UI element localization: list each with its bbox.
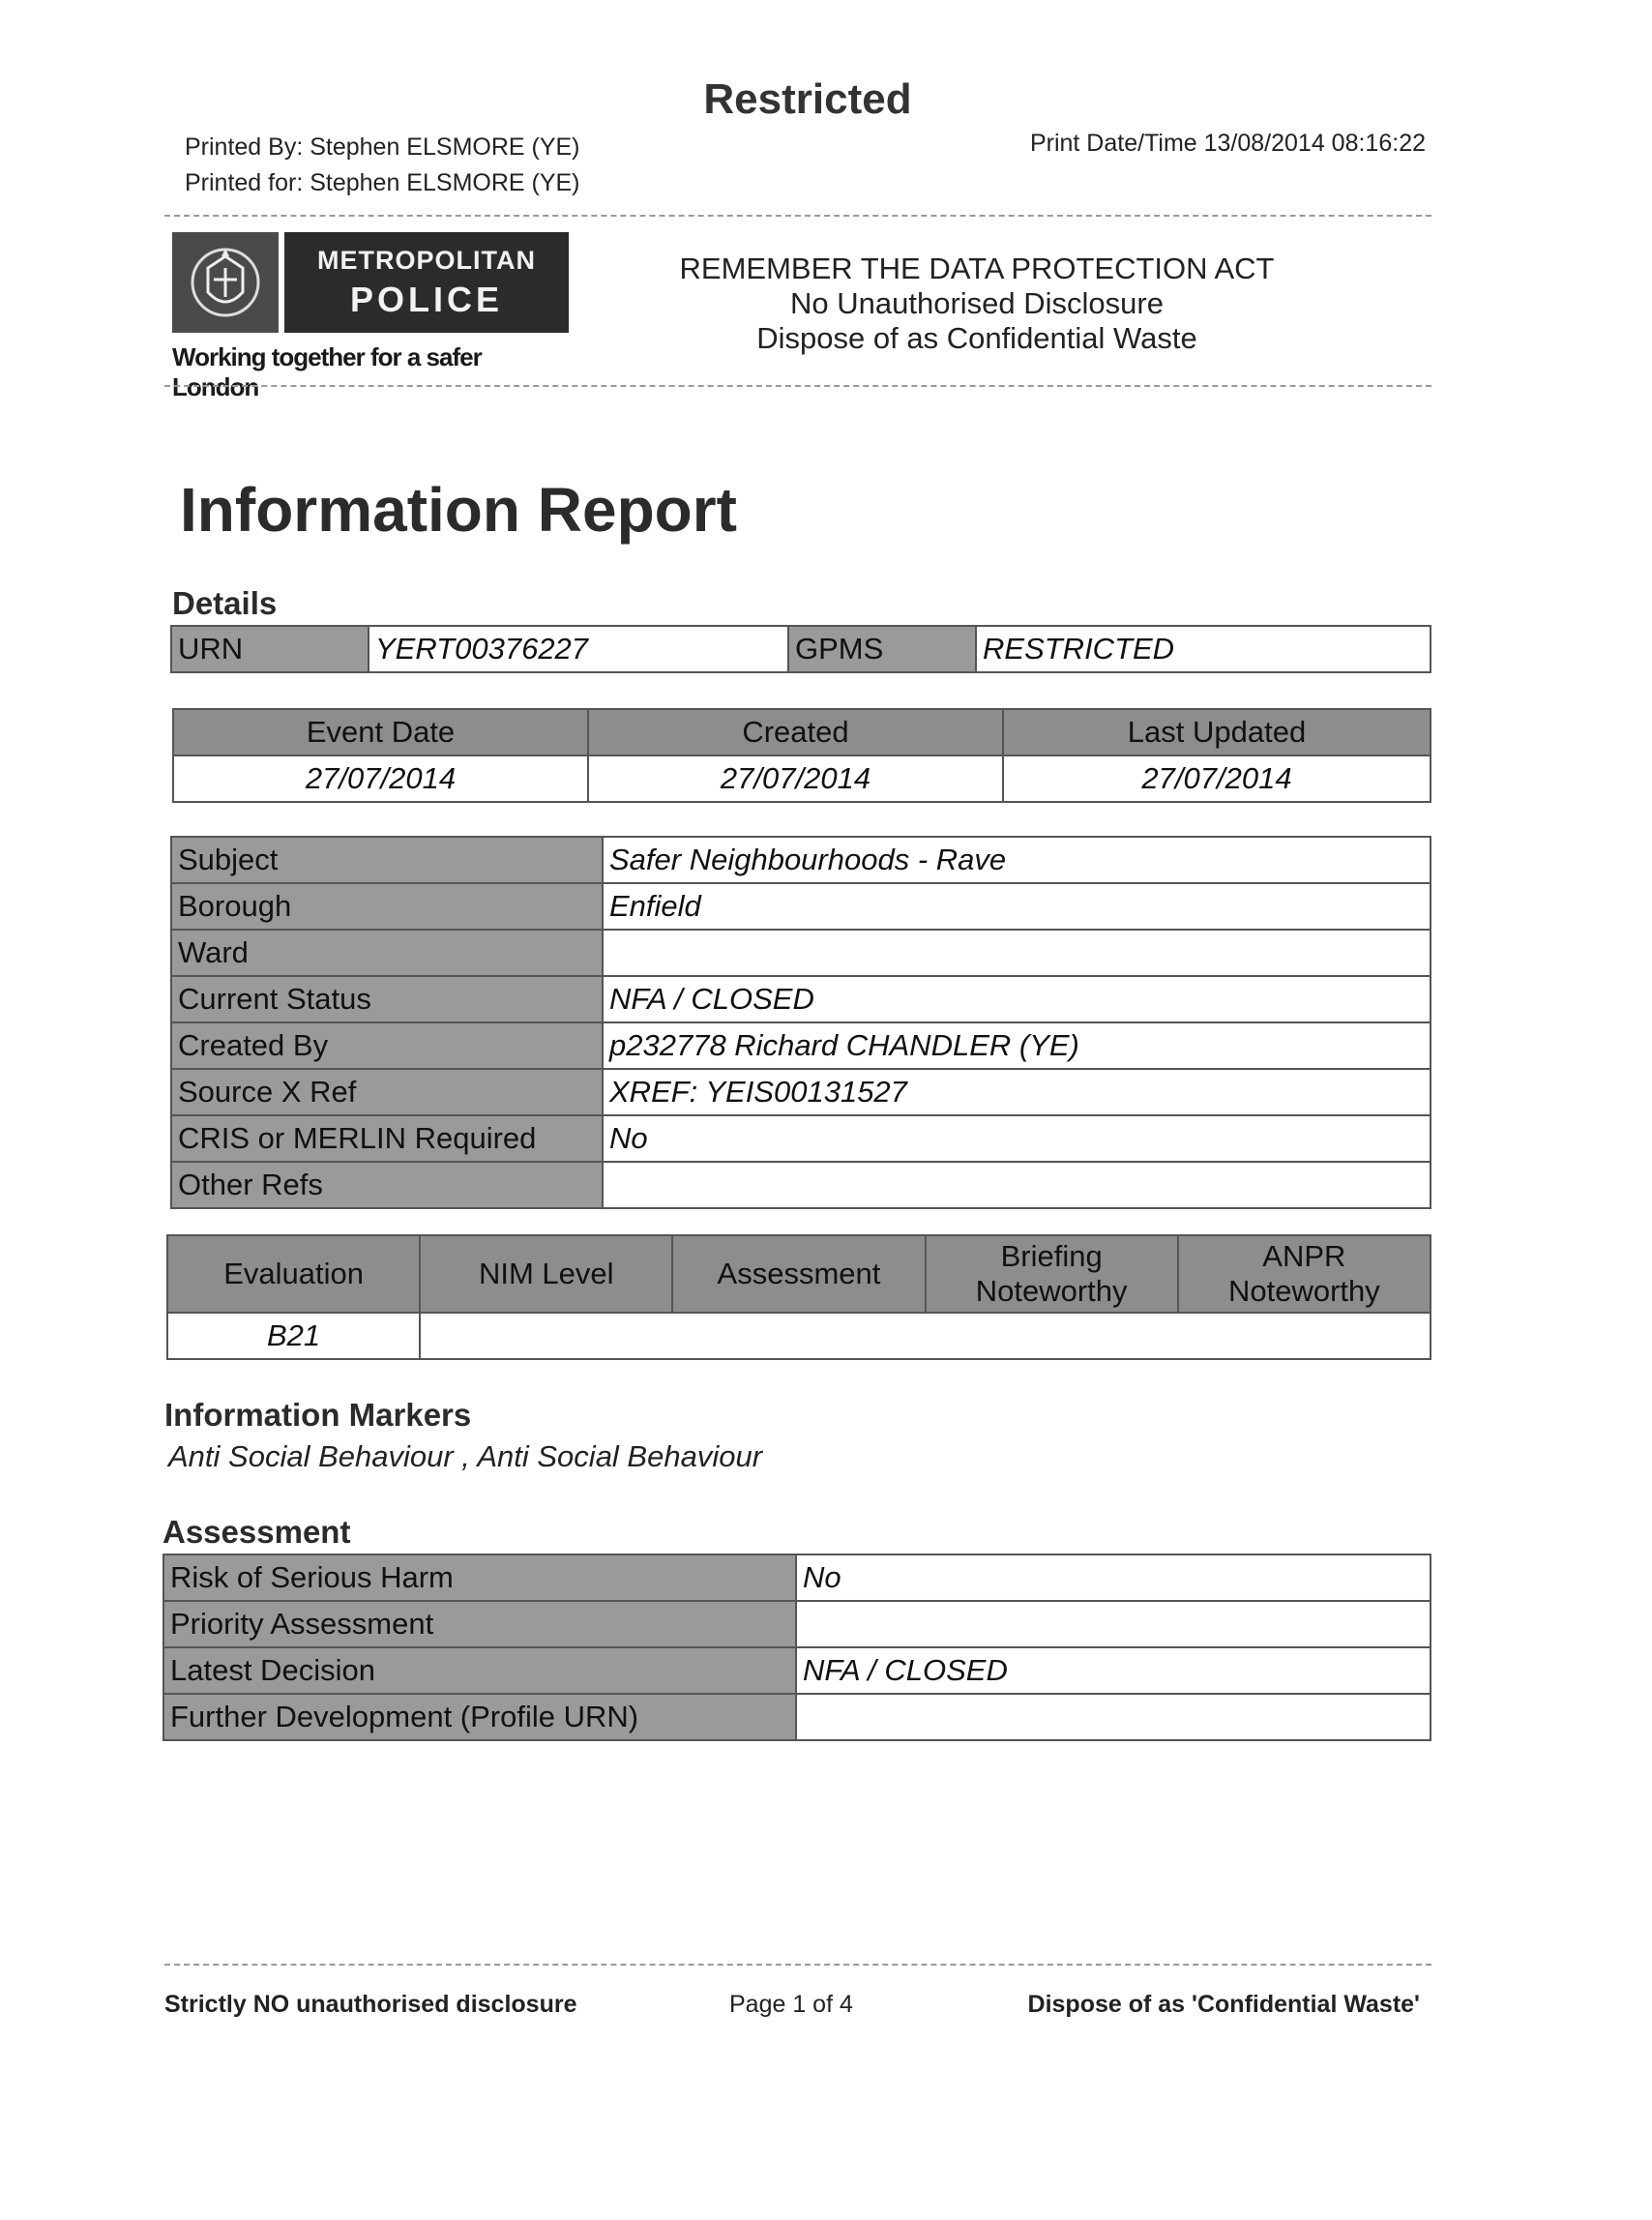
info-markers-heading: Information Markers: [164, 1397, 472, 1433]
assessment-value: NFA / CLOSED: [796, 1647, 1431, 1694]
classification-banner: Restricted: [703, 75, 912, 123]
notice-line2: No Unauthorised Disclosure: [790, 286, 1164, 320]
table-row: [171, 837, 1431, 883]
assessment-label: Latest Decision: [163, 1647, 796, 1694]
nim-level-header: NIM Level: [420, 1235, 672, 1313]
table-row: [171, 930, 1431, 976]
table-row: [163, 1601, 1431, 1647]
event-date-value: 27/07/2014: [173, 755, 588, 802]
table-row: [163, 1647, 1431, 1694]
logo-tagline: Working together for a safer London: [172, 342, 482, 401]
evaluation-empty: [420, 1313, 1431, 1359]
created-header: Created: [588, 709, 1003, 755]
field-value: [603, 930, 1431, 976]
field-value: [603, 1162, 1431, 1208]
field-label: Subject: [171, 837, 603, 883]
dates-table: [172, 708, 1431, 803]
table-row: [163, 1694, 1431, 1740]
field-value: Enfield: [603, 883, 1431, 930]
crest-icon: [172, 232, 279, 333]
print-datetime: Print Date/Time 13/08/2014 08:16:22: [1029, 130, 1426, 157]
last-updated-value: 27/07/2014: [1003, 755, 1431, 802]
data-protection-notice: [677, 252, 1277, 356]
field-label: Ward: [171, 930, 603, 976]
field-value: No: [603, 1115, 1431, 1162]
info-markers-text: Anti Social Behaviour , Anti Social Behaviour: [168, 1439, 763, 1473]
gpms-label: GPMS: [788, 626, 976, 672]
assessment-value: No: [796, 1554, 1431, 1601]
printed-info: [185, 130, 580, 201]
field-value: XREF: YEIS00131527: [603, 1069, 1431, 1115]
field-value: p232778 Richard CHANDLER (YE): [603, 1022, 1431, 1069]
divider: [164, 215, 1431, 217]
printed-for: Printed for: Stephen ELSMORE (YE): [185, 169, 580, 196]
evaluation-header: Evaluation: [167, 1235, 420, 1313]
field-value: NFA / CLOSED: [603, 976, 1431, 1022]
footer-dispose: Dispose of as 'Confidential Waste': [1027, 1991, 1420, 2018]
table-row: [171, 976, 1431, 1022]
field-value: Safer Neighbourhoods - Rave: [603, 837, 1431, 883]
assessment-label: Further Development (Profile URN): [163, 1694, 796, 1740]
logo-line2: POLICE: [349, 279, 503, 319]
field-label: Borough: [171, 883, 603, 930]
divider: [164, 385, 1431, 387]
page-title: Information Report: [180, 475, 737, 545]
printed-by: Printed By: Stephen ELSMORE (YE): [185, 133, 580, 161]
assessment-label: Risk of Serious Harm: [163, 1554, 796, 1601]
logo-line1: METROPOLITAN: [317, 245, 536, 275]
anpr-noteworthy-header: ANPR Noteworthy: [1178, 1235, 1431, 1313]
gpms-value: RESTRICTED: [976, 626, 1431, 672]
briefing-noteworthy-header: Briefing Noteworthy: [926, 1235, 1178, 1313]
assessment-value: [796, 1601, 1431, 1647]
table-row: [171, 1069, 1431, 1115]
table-row: [163, 1554, 1431, 1601]
field-label: Created By: [171, 1022, 603, 1069]
table-row: [171, 1115, 1431, 1162]
notice-line1: REMEMBER THE DATA PROTECTION ACT: [679, 252, 1275, 285]
field-label: CRIS or MERLIN Required: [171, 1115, 603, 1162]
assessment-heading: Assessment: [162, 1514, 351, 1550]
field-label: Other Refs: [171, 1162, 603, 1208]
notice-line3: Dispose of as Confidential Waste: [756, 321, 1197, 355]
table-row: [171, 883, 1431, 930]
assessment-label: Priority Assessment: [163, 1601, 796, 1647]
assessment-header: Assessment: [672, 1235, 925, 1313]
details-table: [170, 625, 1431, 673]
field-label: Source X Ref: [171, 1069, 603, 1115]
created-value: 27/07/2014: [588, 755, 1003, 802]
event-date-header: Event Date: [173, 709, 588, 755]
details-heading: Details: [172, 585, 278, 621]
table-row: [171, 1022, 1431, 1069]
evaluation-value: B21: [167, 1313, 420, 1359]
urn-label: URN: [171, 626, 369, 672]
assessment-table: [162, 1554, 1431, 1741]
page-number: Page 1 of 4: [729, 1991, 853, 2018]
footer-disclosure: Strictly NO unauthorised disclosure: [164, 1991, 577, 2018]
urn-value: YERT00376227: [369, 626, 788, 672]
assessment-value: [796, 1694, 1431, 1740]
met-police-logo: [172, 232, 569, 402]
table-row: [171, 1162, 1431, 1208]
footer-divider: [164, 1964, 1431, 1966]
fields-table: [170, 836, 1431, 1209]
evaluation-table: [166, 1234, 1431, 1360]
field-label: Current Status: [171, 976, 603, 1022]
last-updated-header: Last Updated: [1003, 709, 1431, 755]
